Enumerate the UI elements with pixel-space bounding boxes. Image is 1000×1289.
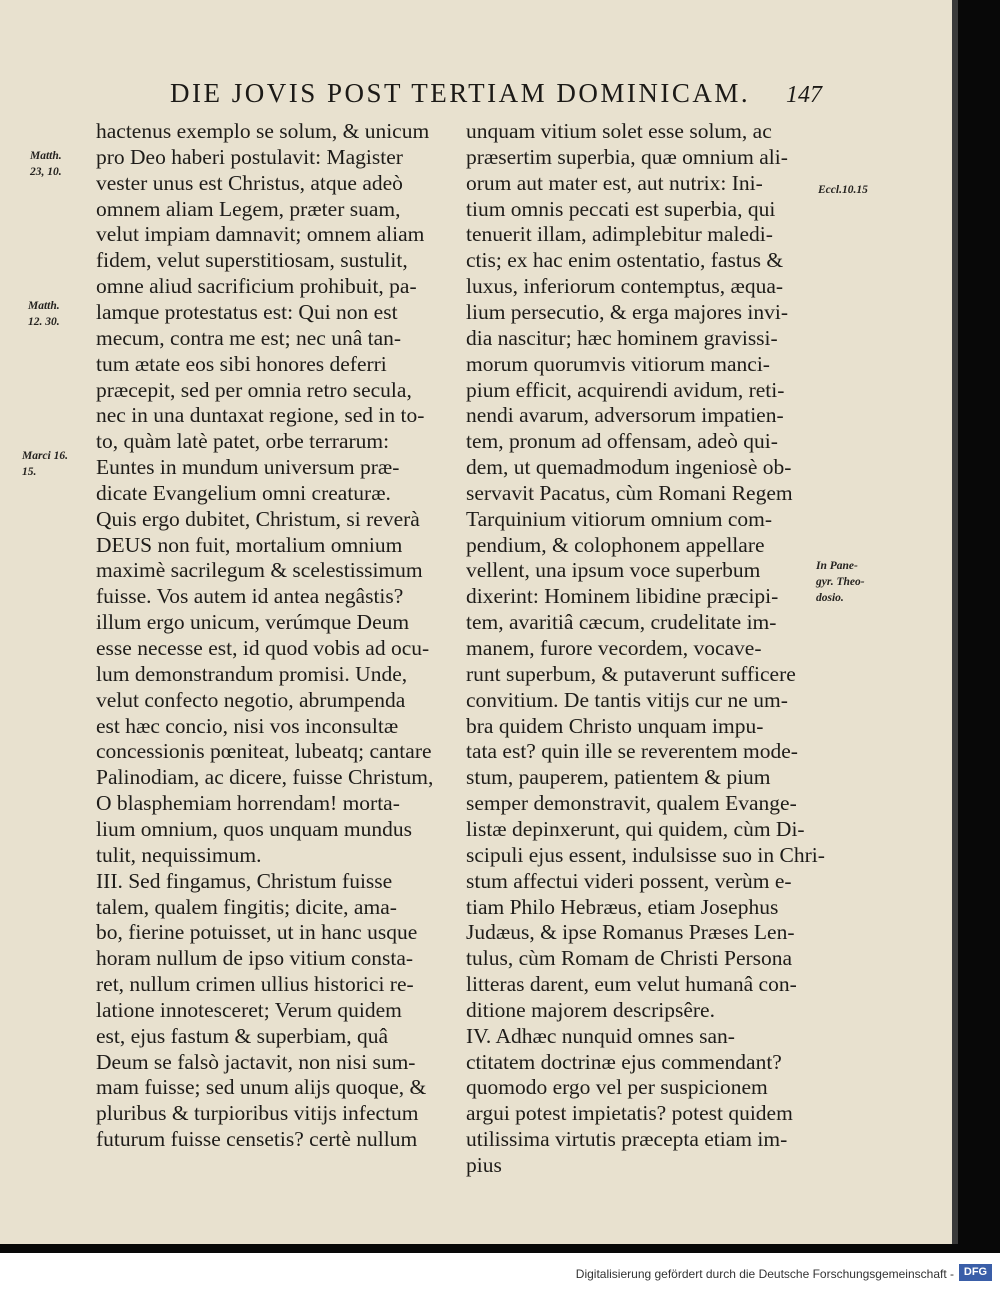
- left-text-line: illum ergo unicum, verúmque Deum: [96, 610, 410, 635]
- right-text-line: litteras darent, eum velut humanâ con-: [466, 972, 797, 997]
- left-text-line: horam nullum de ipso vitium consta-: [96, 946, 414, 971]
- left-text-line: concessionis pœniteat, lubeatq; cantare: [96, 739, 432, 764]
- right-text-line: pius: [466, 1153, 502, 1177]
- right-text-line: lium persecutio, & erga majores invi-: [466, 299, 789, 324]
- margin-citation-left: 12. 30.: [28, 316, 60, 328]
- left-text-line: pluribus & turpioribus vitijs infectum: [96, 1101, 419, 1126]
- margin-citation-left: Matth.: [30, 150, 62, 162]
- margin-citation-right: In Pane-: [816, 560, 858, 572]
- left-text-line: mam fuisse; sed unum alijs quoque, &: [96, 1075, 427, 1100]
- left-text-line: omnem aliam Legem, præter suam,: [96, 196, 401, 221]
- right-text-line: convitium. De tantis vitijs cur ne um-: [466, 687, 788, 712]
- right-text-line: servavit Pacatus, cùm Romani Regem: [466, 480, 793, 505]
- left-text-line: tum ætate eos sibi honores deferri: [96, 351, 387, 376]
- right-text-line: argui potest impietatis? potest quidem: [466, 1101, 793, 1126]
- right-text-line: dem, ut quemadmodum ingeniosè ob-: [466, 455, 792, 480]
- left-text-line: Palinodiam, ac dicere, fuisse Christum,: [96, 765, 434, 790]
- right-text-line: listæ depinxerunt, qui quidem, cùm Di-: [466, 816, 805, 841]
- margin-citation-right: Eccl.10.15: [818, 184, 868, 196]
- left-text-line: vester unus est Christus, atque adeò: [96, 170, 403, 195]
- right-text-line: tem, pronum ad offensam, adeò qui-: [466, 429, 778, 454]
- right-text-line: scipuli ejus essent, indulsisse suo in Chri-: [466, 842, 825, 867]
- dfg-logo[interactable]: DFG: [959, 1264, 992, 1281]
- right-text-line: stum affectui videri possent, verùm e-: [466, 868, 792, 893]
- left-text-line: maximè sacrilegum & scelestissimum: [96, 558, 423, 583]
- right-text-line: dixerint: Hominem libidine præcipi-: [466, 584, 779, 609]
- left-text-line: pro Deo haberi postulavit: Magister: [96, 144, 403, 169]
- right-text-line: tata est? quin ille se reverentem mode-: [466, 739, 798, 764]
- right-text-line: tium omnis peccati est superbia, qui: [466, 196, 776, 221]
- right-text-line: luxus, inferiorum contemptus, æqua-: [466, 274, 784, 299]
- left-text-line: bo, fierine potuisset, ut in hanc usque: [96, 920, 418, 945]
- right-text-line: manem, furore vecordem, vocave-: [466, 636, 762, 660]
- right-text-line: tenuerit illam, adimplebitur maledi-: [466, 222, 773, 247]
- footer-credit: Digitalisierung gefördert durch die Deutsche Forschungsgemeinschaft -: [575, 1267, 954, 1281]
- left-text-line: est hæc concio, nisi vos inconsultæ: [96, 713, 399, 738]
- right-text-line: ctis; ex hac enim ostentatio, fastus &: [466, 248, 784, 273]
- right-text-line: morum quorumvis vitiorum manci-: [466, 351, 770, 376]
- right-text-line: Tarquinium vitiorum omnium com-: [466, 506, 773, 531]
- margin-citation-right: dosio.: [816, 592, 844, 604]
- right-text-line: unquam vitium solet esse solum, ac: [466, 119, 772, 143]
- right-text-line: tulus, cùm Romam de Christi Persona: [466, 946, 793, 971]
- left-text-line: to, quàm latè patet, orbe terrarum:: [96, 429, 390, 454]
- right-text-line: Judæus, & ipse Romanus Præses Len-: [466, 920, 795, 945]
- left-text-line: Quis ergo dubitet, Christum, si reverà: [96, 506, 420, 531]
- left-text-line: dicate Evangelium omni creaturæ.: [96, 480, 391, 505]
- left-text-line: III. Sed fingamus, Christum fuisse: [96, 868, 393, 893]
- left-text-line: futurum fuisse censetis? certè nullum: [96, 1127, 418, 1152]
- page-number: 147: [786, 82, 822, 108]
- margin-citation-left: Marci 16.: [22, 450, 68, 462]
- right-text-line: nendi avarum, adversorum impatien-: [466, 403, 784, 428]
- right-text-line: orum aut mater est, aut nutrix: Ini-: [466, 170, 763, 195]
- running-header: DIE JOVIS POST TERTIAM DOMINICAM.: [170, 78, 751, 108]
- left-text-line: DEUS non fuit, mortalium omnium: [96, 532, 403, 557]
- right-text-line: vellent, una ipsum voce superbum: [466, 558, 761, 583]
- left-text-line: omne aliud sacrificium prohibuit, pa-: [96, 274, 417, 299]
- left-text-line: fidem, velut superstitiosam, sustulit,: [96, 248, 408, 273]
- left-text-line: lum demonstrandum promisi. Unde,: [96, 661, 408, 686]
- margin-citation-right: gyr. Theo-: [816, 576, 865, 588]
- left-text-line: tulit, nequissimum.: [96, 842, 262, 867]
- left-text-line: O blasphemiam horrendam! morta-: [96, 791, 400, 816]
- margin-citation-left: 23, 10.: [30, 166, 62, 178]
- right-text-line: præsertim superbia, quæ omnium ali-: [466, 144, 788, 169]
- left-text-line: talem, qualem fingitis; dicite, ama-: [96, 894, 397, 919]
- left-text-line: ret, nullum crimen ullius historici re-: [96, 972, 414, 997]
- left-text-line: hactenus exemplo se solum, & unicum: [96, 119, 430, 143]
- right-text-line: ditione majorem descripsêre.: [466, 997, 715, 1022]
- right-text-line: pendium, & colophonem appellare: [466, 532, 765, 557]
- right-text-line: utilissima virtutis præcepta etiam im-: [466, 1127, 788, 1152]
- right-text-line: dia nascitur; hæc hominem gravissi-: [466, 325, 778, 350]
- right-text-line: pium efficit, acquirendi avidum, reti-: [466, 377, 785, 402]
- right-text-line: bra quidem Christo unquam impu-: [466, 713, 764, 738]
- right-text-line: runt superbum, & putaverunt sufficere: [466, 661, 796, 686]
- left-text-line: præcepit, sed per omnia retro secula,: [96, 377, 412, 402]
- left-text-line: velut confecto negotio, abrumpenda: [96, 687, 406, 712]
- right-text-line: IV. Adhæc nunquid omnes san-: [466, 1023, 735, 1048]
- left-text-line: nec in una duntaxat regione, sed in to-: [96, 403, 425, 428]
- right-text-line: semper demonstravit, qualem Evange-: [466, 791, 797, 816]
- margin-citation-left: 15.: [22, 466, 37, 478]
- left-text-line: fuisse. Vos autem id antea negâstis?: [96, 584, 404, 609]
- left-text-line: esse necesse est, id quod vobis ad ocu-: [96, 636, 430, 660]
- right-text-line: tiam Philo Hebræus, etiam Josephus: [466, 894, 779, 919]
- left-text-line: Euntes in mundum universum præ-: [96, 455, 400, 480]
- page-edge: [952, 0, 958, 1244]
- left-text-line: Deum se falsò jactavit, non nisi sum-: [96, 1049, 416, 1074]
- left-text-line: lamque protestatus est: Qui non est: [96, 299, 398, 324]
- margin-citation-left: Matth.: [28, 300, 60, 312]
- right-text-line: ctitatem doctrinæ ejus commendant?: [466, 1049, 782, 1074]
- right-text-line: tem, avaritiâ cæcum, crudelitate im-: [466, 610, 777, 635]
- left-text-line: velut impiam damnavit; omnem aliam: [96, 222, 425, 247]
- left-text-line: est, ejus fastum & superbiam, quâ: [96, 1023, 388, 1048]
- right-text-line: stum, pauperem, patientem & pium: [466, 765, 771, 790]
- left-text-line: latione innotesceret; Verum quidem: [96, 997, 402, 1022]
- right-text-line: quomodo ergo vel per suspicionem: [466, 1075, 768, 1100]
- left-text-line: lium omnium, quos unquam mundus: [96, 816, 412, 841]
- left-text-line: mecum, contra me est; nec unâ tan-: [96, 325, 402, 350]
